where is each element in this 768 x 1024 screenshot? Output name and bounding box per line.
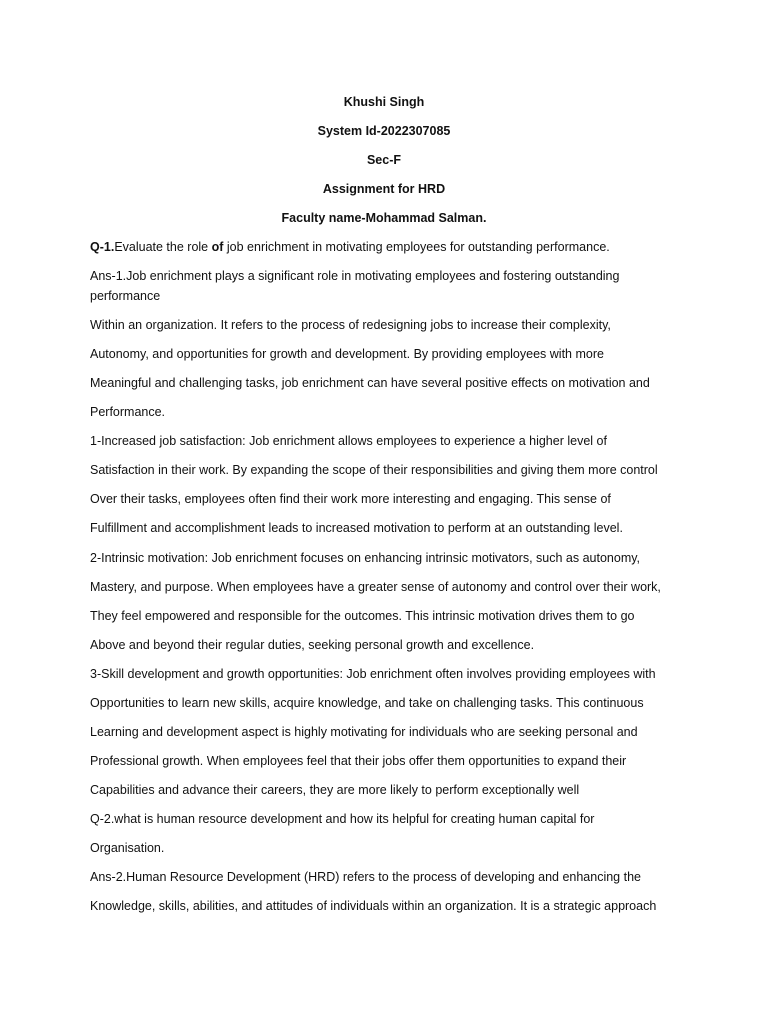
body-line: Opportunities to learn new skills, acquire knowledge, and take on challenging tasks. This continuous bbox=[90, 696, 644, 710]
body-line: Knowledge, skills, abilities, and attitudes of individuals within an organization. It is a strategic approach bbox=[90, 899, 657, 913]
section-label: Sec-F bbox=[366, 153, 402, 167]
body-line: Organisation. bbox=[90, 841, 165, 855]
body-line: performance bbox=[90, 289, 161, 303]
system-id: System Id-2022307085 bbox=[317, 124, 451, 138]
body-line: Fulfillment and accomplishment leads to increased motivation to perform at an outstanding level. bbox=[90, 521, 623, 535]
body-line: 1-Increased job satisfaction: Job enrichment allows employees to experience a higher level of bbox=[90, 434, 607, 448]
body-line: Q-2.what is human resource development and how its helpful for creating human capital for bbox=[90, 812, 595, 826]
body-line: Professional growth. When employees feel that their jobs offer them opportunities to expand their bbox=[90, 754, 627, 768]
body-line: Ans-1.Job enrichment plays a significant role in motivating employees and fostering outstanding bbox=[90, 269, 620, 283]
question-1-text-a: Evaluate the role bbox=[114, 240, 212, 254]
assignment-title: Assignment for HRD bbox=[322, 182, 446, 196]
body-line: Ans-2.Human Resource Development (HRD) refers to the process of developing and enhancing the bbox=[90, 870, 641, 884]
question-1-text-bold: of bbox=[211, 240, 224, 254]
body-line: Autonomy, and opportunities for growth and development. By providing employees with more bbox=[90, 347, 604, 361]
body-line: Capabilities and advance their careers, they are more likely to perform exceptionally well bbox=[90, 783, 580, 797]
faculty-name: Faculty name-Mohammad Salman. bbox=[281, 211, 487, 225]
question-1-label: Q-1. bbox=[90, 240, 115, 254]
question-1 bbox=[90, 239, 610, 255]
body-line: Performance. bbox=[90, 405, 166, 419]
body-line: 3-Skill development and growth opportunities: Job enrichment often involves providing employees with bbox=[90, 667, 656, 681]
body-line: Over their tasks, employees often find their work more interesting and engaging. This sense of bbox=[90, 492, 611, 506]
body-line: Learning and development aspect is highly motivating for individuals who are seeking personal and bbox=[90, 725, 638, 739]
body-line: Within an organization. It refers to the process of redesigning jobs to increase their complexity, bbox=[90, 318, 611, 332]
body-line: Satisfaction in their work. By expanding the scope of their responsibilities and giving them more control bbox=[90, 463, 658, 477]
body-line: They feel empowered and responsible for the outcomes. This intrinsic motivation drives them to go bbox=[90, 609, 635, 623]
body-line: Mastery, and purpose. When employees have a greater sense of autonomy and control over their work, bbox=[90, 580, 661, 594]
body-line: 2-Intrinsic motivation: Job enrichment focuses on enhancing intrinsic motivators, such as autonomy, bbox=[90, 551, 641, 565]
question-1-text-b: job enrichment in motivating employees for outstanding performance. bbox=[223, 240, 610, 254]
author-name: Khushi Singh bbox=[343, 95, 425, 109]
body-line: Meaningful and challenging tasks, job enrichment can have several positive effects on motivation and bbox=[90, 376, 650, 390]
body-line: Above and beyond their regular duties, seeking personal growth and excellence. bbox=[90, 638, 535, 652]
